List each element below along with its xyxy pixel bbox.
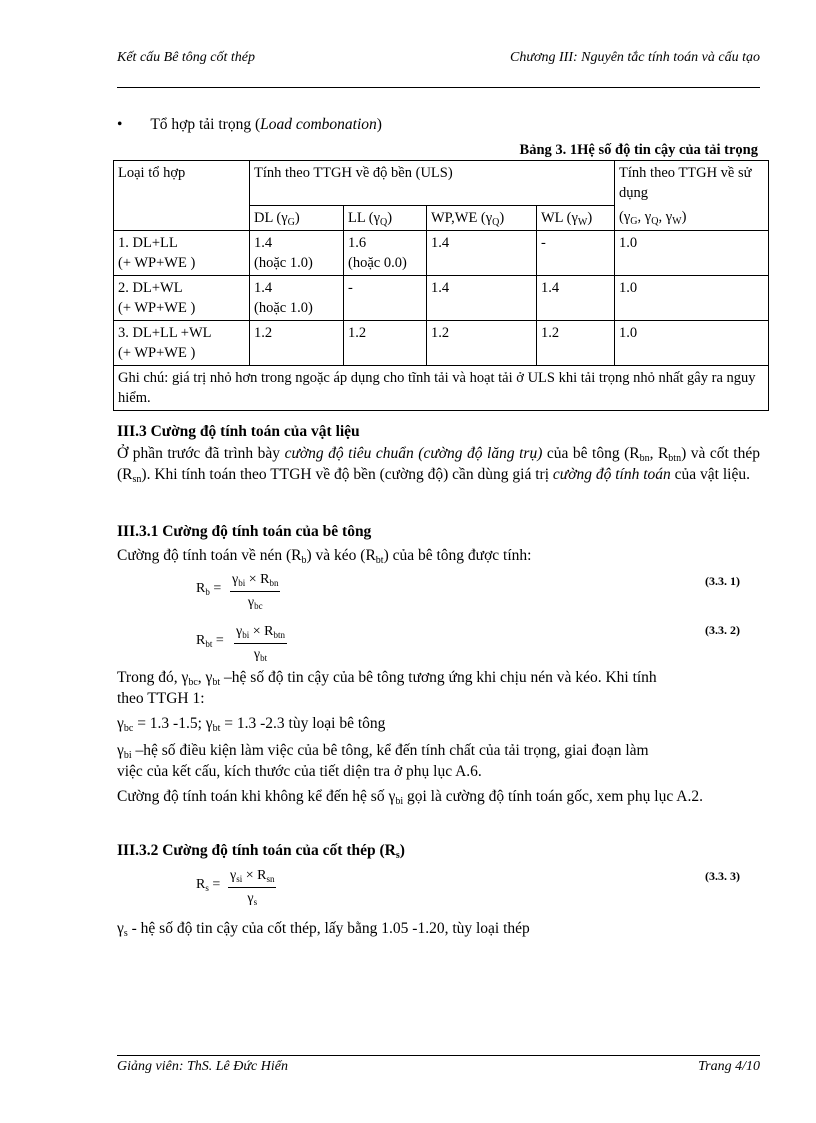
header-rule: [117, 87, 760, 88]
paragraph-3-3: Ở phần trước đã trình bày cường độ tiêu chuẩn (cường độ lăng trụ) của bê tông ($R_{bn}$, $R_{btn}$) và cốt thép $(R_{sn})$. Khi tính toán theo TTGH về độ bền (cường độ) cần dùng giá trị cường độ tính toán của vật liệu.: [117, 445, 760, 485]
bullet-dot: •: [117, 116, 123, 133]
subheader-dl: DL $(\gamma_G)$: [250, 205, 344, 230]
subheader-wp: WP,WE $(\gamma_Q)$: [427, 205, 537, 230]
bullet-close: ): [376, 116, 382, 133]
equation-3-3-1: $R_b$ =: [196, 581, 222, 597]
equation-number-2: (3.3. 2): [705, 623, 740, 637]
paragraph-base-strength: Cường độ tính toán khi không kể đến hệ số $\gamma_{bi}$ gọi là cường độ tính toán gốc, xem phụ lục A.2.: [117, 788, 703, 807]
section-title-3-3-2: III.3.2 Cường độ tính toán của cốt thép $(R_s)$: [117, 842, 405, 861]
equation-3-3-2: $R_{bt}$ =: [196, 633, 224, 649]
paragraph-steel-factor: $\gamma_s$ - hệ số độ tin cậy của cốt thép, lấy bằng 1.05 -1.20, tùy loại thép: [117, 920, 530, 939]
table-note: Ghi chú: giá trị nhỏ hơn trong ngoặc áp dụng cho tĩnh tải và hoạt tải ở ULS khi tải trọng nhỏ nhất gây ra nguy hiểm.: [114, 365, 769, 410]
subheader-ll: LL $(\gamma_Q)$: [344, 205, 427, 230]
col-header-combination: Loại tổ hợp: [114, 161, 250, 231]
paragraph-3-3-1-intro: Cường độ tính toán về nén $(R_b)$ và kéo $(R_{bt})$ của bê tông được tính:: [117, 547, 532, 566]
equation-number-3: (3.3. 3): [705, 869, 740, 883]
equation-3-3-3-fraction: $\gamma_{si} \times R_{sn}$ $\gamma_s$: [230, 868, 275, 907]
table-row: 3. DL+LL +WL (+ WP+WE ) 1.2 1.2 1.2 1.2 1.0: [114, 320, 769, 365]
footer-rule: [117, 1055, 760, 1056]
bullet-italic: Load combonation: [260, 116, 377, 133]
section-title-3-3-1: III.3.1 Cường độ tính toán của bê tông: [117, 523, 372, 540]
subheader-sls: ($\gamma_G$, $\gamma_Q$, $\gamma_W$): [615, 205, 769, 230]
table-row: 1. DL+LL (+ WP+WE ) 1.4 (hoặc 1.0) 1.6 (hoặc 0.0) 1.4 - 1.0: [114, 230, 769, 275]
paragraph-safety-factors: Trong đó, $\gamma_{bc}$, $\gamma_{bt}$ –hệ số độ tin cậy của bê tông tương ứng khi chịu nén và kéo. Khi tính theo TTGH 1:: [117, 669, 657, 707]
paragraph-gamma-bi: $\gamma_{bi}$ –hệ số điều kiện làm việc của bê tông, kể đến tính chất của tải trọng, giai đoạn làm việc của kết cấu, kích thước của tiết diện tra ở phụ lục A.6.: [117, 742, 649, 780]
table-caption: Bảng 3. 1Hệ số độ tin cậy của tải trọng: [519, 142, 758, 158]
section-title-3-3: III.3 Cường độ tính toán của vật liệu: [117, 423, 360, 440]
paragraph-gamma-values: $\gamma_{bc} = 1.3$ -1.5; $\gamma_{bt} = 1.3$ -2.3 tùy loại bê tông: [117, 715, 386, 734]
load-factor-table: [113, 160, 769, 411]
bullet-line: [117, 116, 382, 134]
subheader-wl: WL $(\gamma_W)$: [537, 205, 615, 230]
equation-number-1: (3.3. 1): [705, 574, 740, 588]
col-header-uls: Tính theo TTGH về độ bền (ULS): [250, 161, 615, 206]
col-header-sls: Tính theo TTGH về sử dụng: [615, 161, 769, 206]
footer-right: Trang 4/10: [698, 1059, 760, 1074]
bullet-text: Tổ hợp tải trọng (: [150, 116, 261, 133]
equation-3-3-3: $R_s$ =: [196, 877, 221, 893]
table-row: 2. DL+WL (+ WP+WE ) 1.4 (hoặc 1.0) - 1.4 1.4 1.0: [114, 275, 769, 320]
equation-3-3-2-fraction: $\gamma_{bi} \times R_{btn}$ $\gamma_{bt}$: [236, 624, 285, 663]
header-right: Chương III: Nguyên tắc tính toán và cấu tạo: [510, 50, 760, 65]
header-left: Kết cấu Bê tông cốt thép: [117, 50, 256, 65]
equation-3-3-1-fraction: $\gamma_{bi} \times R_{bn}$ $\gamma_{bc}$: [232, 572, 279, 611]
footer-left: Giảng viên: ThS. Lê Đức Hiển: [117, 1059, 288, 1074]
